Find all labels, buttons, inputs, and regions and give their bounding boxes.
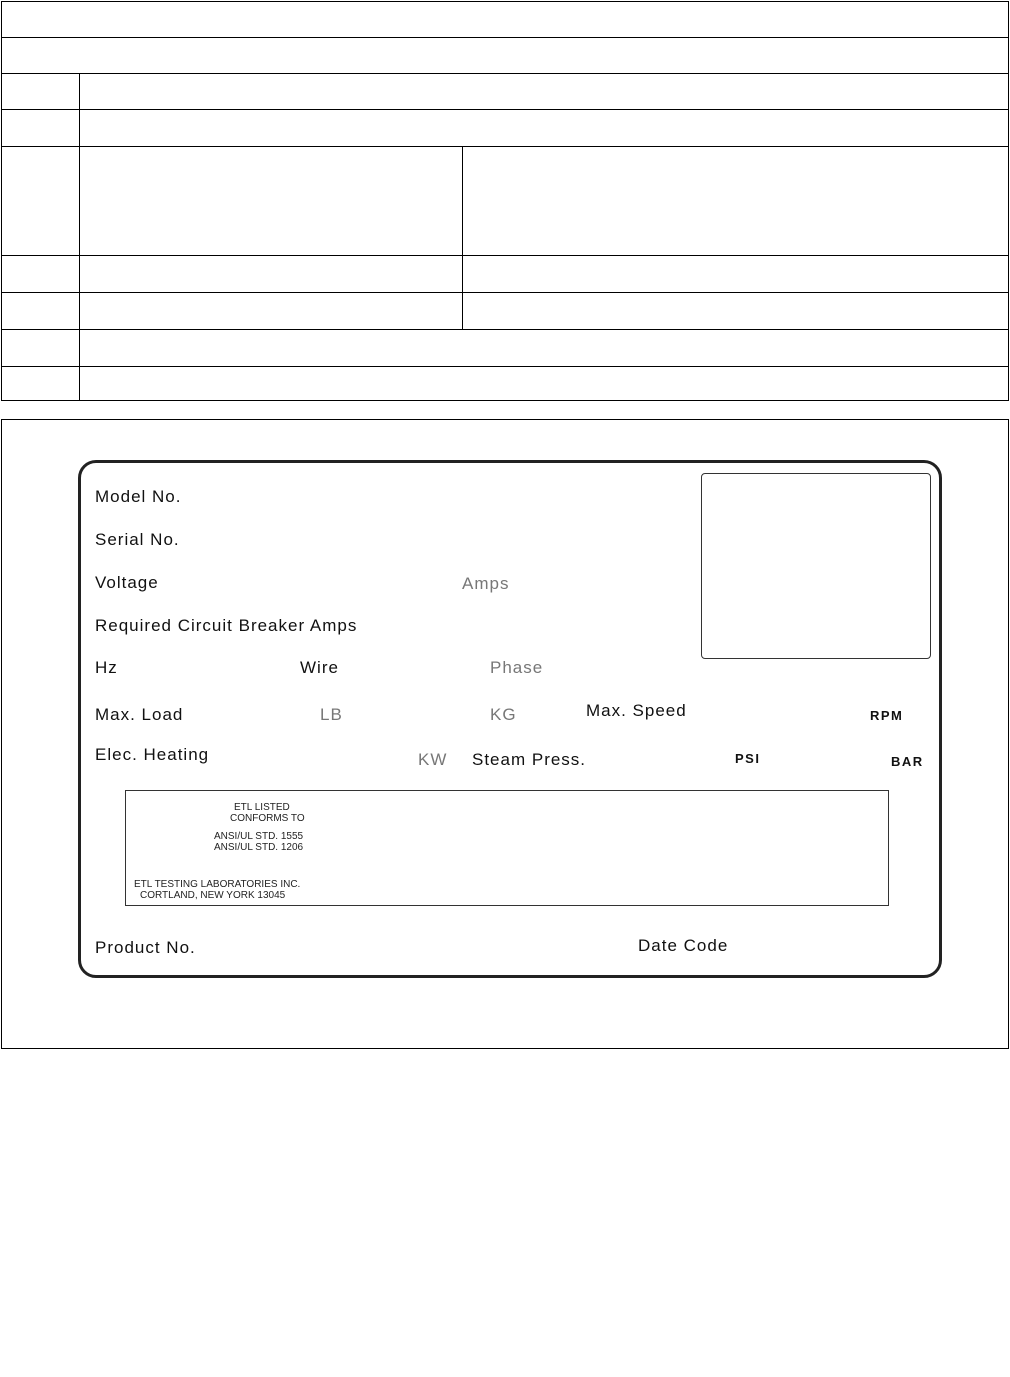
form-row-6 xyxy=(2,256,1008,293)
etl-listed-text: ETL LISTED xyxy=(234,802,290,813)
etl-standard-1: ANSI/UL STD. 1555 xyxy=(214,831,304,842)
form-row-1 xyxy=(2,2,1008,38)
psi-label: PSI xyxy=(735,751,761,766)
max-load-label: Max. Load xyxy=(95,705,184,724)
voltage-label: Voltage xyxy=(95,573,159,592)
form-row-5 xyxy=(2,147,1008,256)
serial-no-label: Serial No. xyxy=(95,530,180,549)
kw-label: KW xyxy=(418,750,448,769)
etl-certification-box xyxy=(125,790,889,906)
blank-form-table xyxy=(1,1,1009,401)
product-no-label: Product No. xyxy=(95,938,196,957)
model-no-label: Model No. xyxy=(95,487,182,506)
form-cell xyxy=(80,256,463,292)
etl-standard-2: ANSI/UL STD. 1206 xyxy=(214,842,304,853)
rpm-label: RPM xyxy=(870,708,904,723)
kg-label: KG xyxy=(490,705,517,724)
max-speed-label: Max. Speed xyxy=(586,701,687,720)
form-cell xyxy=(2,330,80,366)
bar-label: BAR xyxy=(891,754,924,769)
form-cell xyxy=(80,293,463,329)
form-cell xyxy=(2,147,80,255)
steam-press-label: Steam Press. xyxy=(472,750,587,769)
etl-lab-name: ETL TESTING LABORATORIES INC. xyxy=(134,879,301,890)
lb-label: LB xyxy=(320,705,343,724)
form-cell xyxy=(2,74,80,109)
etl-conforms-text: CONFORMS TO xyxy=(230,813,305,824)
form-cell xyxy=(2,110,80,146)
nameplate xyxy=(78,460,942,978)
form-row-9 xyxy=(2,367,1008,400)
form-row-3 xyxy=(2,74,1008,110)
date-code-label: Date Code xyxy=(638,936,729,955)
form-row-7 xyxy=(2,293,1008,330)
hz-label: Hz xyxy=(95,658,118,677)
circuit-breaker-label: Required Circuit Breaker Amps xyxy=(95,616,358,635)
phase-label: Phase xyxy=(490,658,544,677)
form-row-8 xyxy=(2,330,1008,367)
form-cell xyxy=(80,147,463,255)
elec-heating-label: Elec. Heating xyxy=(95,745,210,764)
form-row-2 xyxy=(2,38,1008,74)
wire-label: Wire xyxy=(300,658,339,677)
form-cell xyxy=(2,367,80,400)
form-row-4 xyxy=(2,110,1008,147)
form-cell xyxy=(2,256,80,292)
etl-lab-address: CORTLAND, NEW YORK 13045 xyxy=(140,890,286,901)
form-cell xyxy=(2,293,80,329)
nameplate-panel xyxy=(1,419,1009,1049)
label-image-box xyxy=(701,473,931,659)
amps-label: Amps xyxy=(462,574,510,593)
